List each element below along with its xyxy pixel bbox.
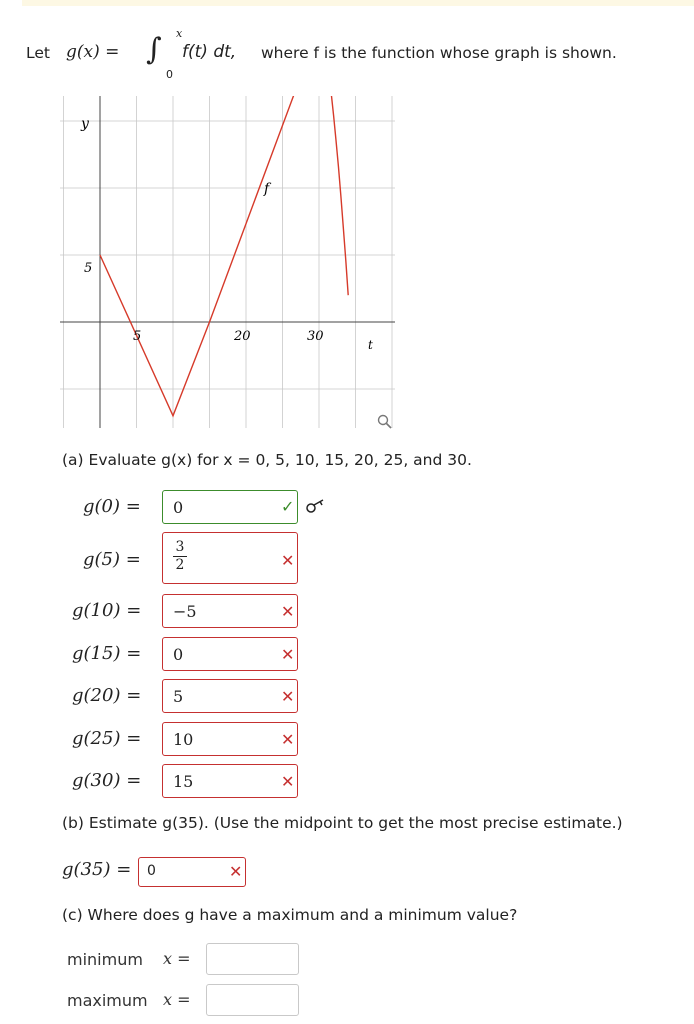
g5-input[interactable] (162, 532, 298, 584)
f-curve-label: f (264, 181, 270, 197)
prompt-gx: g(x) = (66, 42, 120, 62)
cross-icon: ✕ (281, 687, 295, 706)
t-tick-20: 20 (234, 329, 251, 344)
g20-label: g(20) = (72, 685, 142, 706)
top-banner-strip (22, 0, 694, 6)
integral-lower-limit: 0 (166, 68, 173, 81)
g20-input[interactable]: 5 (162, 679, 298, 713)
g15-input[interactable]: 0 (162, 637, 298, 671)
t-tick-30: 30 (307, 329, 324, 344)
part-b-prompt: (b) Estimate g(35). (Use the midpoint to get the most precise estimate.) (62, 814, 623, 832)
maximum-label: maximum (67, 991, 148, 1010)
prompt-let: Let (26, 44, 50, 62)
cross-icon: ✕ (229, 862, 243, 881)
cross-icon: ✕ (281, 602, 295, 621)
integral-upper-limit: x (176, 27, 183, 40)
key-icon[interactable] (305, 498, 327, 514)
check-icon: ✓ (281, 497, 295, 516)
g10-label: g(10) = (72, 600, 142, 621)
integral-sign: ∫ (146, 32, 162, 67)
integrand: f(t) dt, (182, 42, 237, 62)
problem-statement (26, 27, 666, 81)
cross-icon: ✕ (281, 645, 295, 664)
g25-input[interactable]: 10 (162, 722, 298, 756)
cross-icon: ✕ (281, 730, 295, 749)
g30-label: g(30) = (72, 770, 142, 791)
y-axis-label: y (81, 116, 89, 132)
g30-input[interactable]: 15 (162, 764, 298, 798)
minimum-x-eq: x = (163, 949, 191, 968)
f-curve (100, 96, 348, 416)
g25-label: g(25) = (72, 728, 142, 749)
graph-grid (60, 96, 395, 428)
t-tick-5: 5 (133, 329, 142, 344)
g15-label: g(15) = (72, 643, 142, 664)
g10-input[interactable]: −5 (162, 594, 298, 628)
zoom-icon[interactable] (379, 416, 392, 429)
g0-label: g(0) = (83, 496, 141, 517)
cross-icon: ✕ (281, 551, 295, 570)
g0-input[interactable]: 0 (162, 490, 298, 524)
t-axis-label: t (368, 338, 373, 352)
part-a-prompt: (a) Evaluate g(x) for x = 0, 5, 10, 15, 20, 25, and 30. (62, 451, 472, 469)
maximum-x-eq: x = (163, 990, 191, 1009)
g35-label: g(35) = (62, 859, 132, 880)
minimum-label: minimum (67, 950, 143, 969)
minimum-input[interactable] (206, 943, 299, 975)
g5-label: g(5) = (83, 549, 141, 570)
prompt-rest: where f is the function whose graph is shown. (261, 44, 617, 62)
function-graph (50, 96, 400, 436)
y-tick-5: 5 (84, 261, 93, 276)
cross-icon: ✕ (281, 772, 295, 791)
g35-input[interactable]: 0 (138, 857, 246, 887)
part-c-prompt: (c) Where does g have a maximum and a minimum value? (62, 906, 518, 924)
maximum-input[interactable] (206, 984, 299, 1016)
g5-fraction: 3 2 (173, 540, 187, 573)
